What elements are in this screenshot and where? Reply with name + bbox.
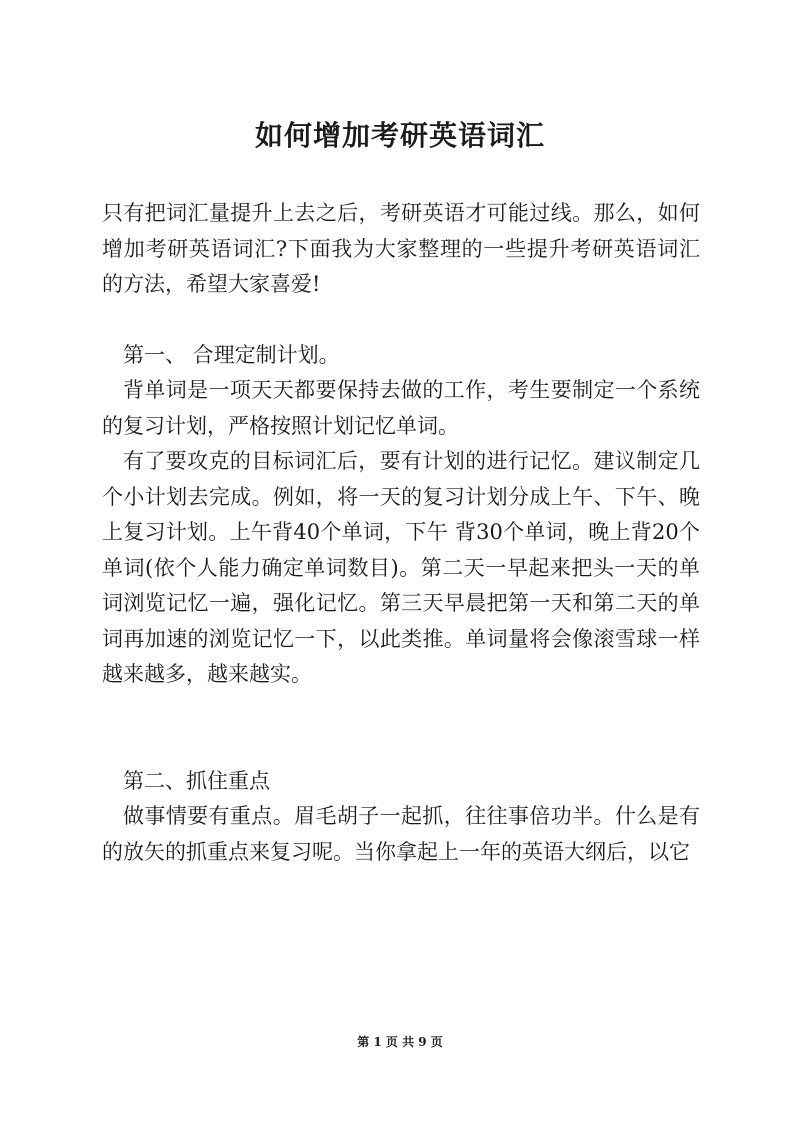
spacer xyxy=(102,693,700,764)
section-1-paragraph-2: 有了要攻克的目标词汇后，要有计划的进行记忆。建议制定几个小计划去完成。例如，将一天的复习计划分成上午、下午、晚上复习计划。上午背40个单词，下午 背30个单词，晚上背20个单词(依个人能力确定单词数目)。第二天一早起来把头一天的单词浏览记忆一遍，强化记忆。第三天早晨把第一天和第二天的单词再加速的浏览记忆一下，以此类推。单词量将会像滚雪球一样越来越多，越来越实。 xyxy=(102,449,700,686)
section-1-paragraph-1: 背单词是一项天天都要保持去做的工作，考生要制定一个系统的复习计划，严格按照计划记忆单词。 xyxy=(102,378,700,438)
document-title: 如何增加考研英语词汇 xyxy=(254,119,545,152)
document-body xyxy=(102,196,700,870)
spacer xyxy=(102,303,700,338)
section-heading-2: 第二、抓住重点 xyxy=(123,768,270,793)
page-footer: 第 1 页 共 9 页 xyxy=(357,1035,443,1049)
section-2-paragraph-1: 做事情要有重点。眉毛胡子一起抓，往往事倍功半。什么是有的放矢的抓重点来复习呢。当你拿起上一年的英语大纲后，以它 xyxy=(102,804,700,864)
intro-paragraph: 只有把词汇量提升上去之后，考研英语才可能过线。那么，如何增加考研英语词汇?下面我为大家整理的一些提升考研英语词汇的方法，希望大家喜爱! xyxy=(102,201,700,296)
section-heading-1: 第一、 合理定制计划。 xyxy=(123,342,340,367)
